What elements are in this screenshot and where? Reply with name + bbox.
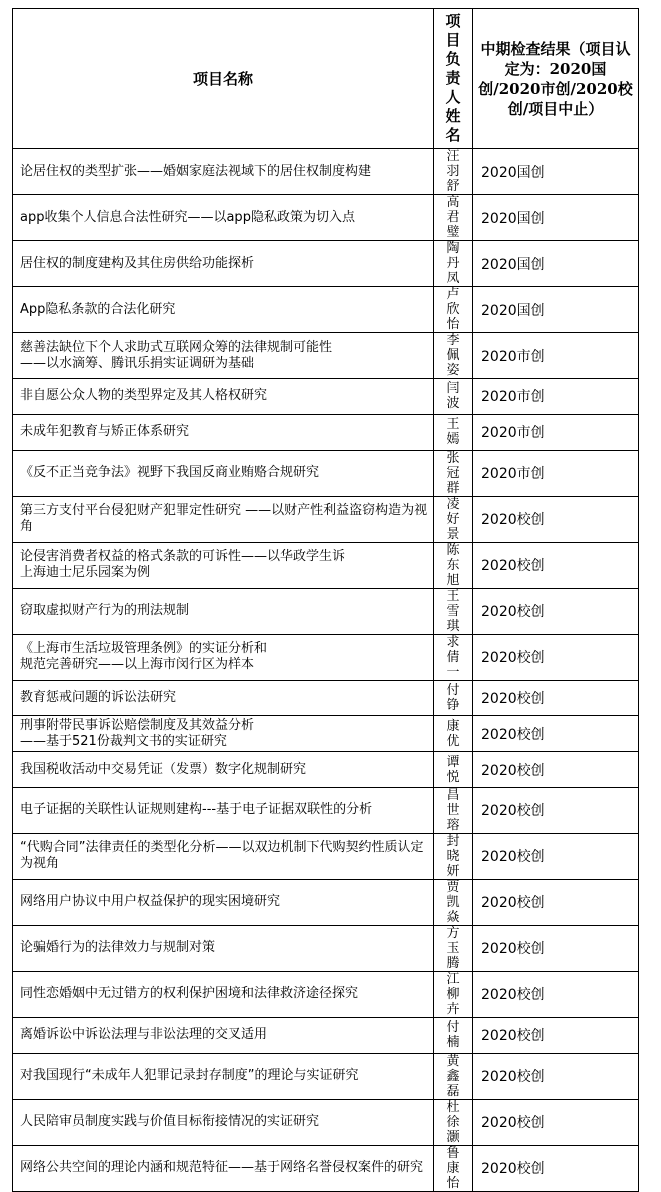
- project-name: 论侵害消费者权益的格式条款的可诉性——以华政学生诉 上海迪士尼乐园案为例: [20, 549, 346, 581]
- project-name: 《上海市生活垃圾管理条例》的实证分析和 规范完善研究——以上海市闵行区为样本: [20, 641, 268, 673]
- project-name: 电子证据的关联性认证规则建构---基于电子证据双联性的分析: [20, 802, 373, 818]
- project-leader: [434, 149, 473, 195]
- project-leader-name: 陈东旭: [446, 542, 460, 588]
- project-name-cell: [13, 879, 434, 925]
- project-name: 慈善法缺位下个人求助式互联网众筹的法律规制可能性 ——以水滴筹、腾讯乐捐实证调研为基础: [20, 339, 333, 371]
- project-leader: [434, 333, 473, 379]
- project-result: 2020校创: [473, 1053, 639, 1099]
- project-name-cell: [13, 241, 434, 287]
- project-name: 论居住权的类型扩张——婚姻家庭法视域下的居住权制度构建: [20, 163, 372, 179]
- project-name-cell: [13, 1053, 434, 1099]
- project-name-cell: [13, 333, 434, 379]
- project-result: 2020校创: [473, 542, 639, 588]
- project-name-cell: [13, 379, 434, 415]
- project-name-cell: [13, 414, 434, 450]
- project-name-cell: [13, 1099, 434, 1145]
- project-name: 论骗婚行为的法律效力与规制对策: [20, 940, 216, 956]
- project-name: 网络用户协议中用户权益保护的现实困境研究: [20, 894, 281, 910]
- project-name: 离婚诉讼中诉讼法理与非讼法理的交叉适用: [20, 1027, 268, 1043]
- project-name-cell: [13, 287, 434, 333]
- table-row: [13, 925, 639, 971]
- project-leader-name: 王嫣: [446, 417, 460, 448]
- project-result: 2020校创: [473, 833, 639, 879]
- table-row: [13, 1053, 639, 1099]
- project-name-cell: [13, 833, 434, 879]
- project-table: [12, 8, 639, 1192]
- project-leader-name: 凌好景: [446, 496, 460, 542]
- project-leader-name: 封晓妍: [446, 833, 460, 879]
- header-row: [13, 9, 639, 149]
- project-result: 2020校创: [473, 716, 639, 752]
- project-leader-name: 高君璧: [446, 195, 460, 240]
- table-row: [13, 634, 639, 680]
- project-leader: [434, 414, 473, 450]
- table-row: [13, 1145, 639, 1191]
- project-name-cell: [13, 149, 434, 195]
- project-name-cell: [13, 450, 434, 496]
- project-leader-name: 张冠群: [446, 450, 460, 496]
- project-name: 人民陪审员制度实践与价值目标衔接情况的实证研究: [20, 1114, 320, 1130]
- project-leader: [434, 634, 473, 680]
- table-row: [13, 879, 639, 925]
- project-leader-name: 江柳卉: [446, 971, 460, 1017]
- header-project-name: 项目名称: [13, 9, 434, 149]
- project-name-cell: [13, 1017, 434, 1053]
- table-row: [13, 971, 639, 1017]
- project-leader: [434, 241, 473, 287]
- project-result: 2020校创: [473, 971, 639, 1017]
- project-leader-name: 黄鑫磊: [446, 1053, 460, 1099]
- project-leader-name: 闫波: [446, 381, 460, 412]
- project-result: 2020校创: [473, 496, 639, 542]
- table-row: [13, 1017, 639, 1053]
- project-leader: [434, 787, 473, 833]
- table-row: [13, 680, 639, 716]
- project-leader: [434, 1017, 473, 1053]
- project-leader-name: 汪羽舒: [446, 149, 460, 194]
- project-name: “代购合同”法律责任的类型化分析——以双边机制下代购契约性质认定为视角: [20, 840, 424, 872]
- project-name: 非自愿公众人物的类型界定及其人格权研究: [20, 388, 268, 404]
- header-leader-text: 项目负责人姓名: [445, 12, 461, 144]
- project-name: 第三方支付平台侵犯财产犯罪定性研究 ——以财产性利益盗窃构造为视角: [20, 503, 428, 535]
- table-row: [13, 241, 639, 287]
- table-row: [13, 833, 639, 879]
- project-leader: [434, 379, 473, 415]
- project-name-cell: [13, 195, 434, 241]
- project-leader: [434, 588, 473, 634]
- project-name-cell: [13, 680, 434, 716]
- project-name: 同性恋婚姻中无过错方的权利保护困境和法律救济途径探究: [20, 986, 359, 1002]
- project-result: 2020国创: [473, 241, 639, 287]
- project-leader-name: 方玉腾: [446, 925, 460, 971]
- project-leader: [434, 287, 473, 333]
- table-row: [13, 752, 639, 788]
- project-name-cell: [13, 971, 434, 1017]
- project-name: 居住权的制度建构及其住房供给功能探析: [20, 255, 255, 271]
- project-leader-name: 鲁康怡: [446, 1145, 460, 1191]
- project-result: 2020校创: [473, 588, 639, 634]
- project-name-cell: [13, 925, 434, 971]
- header-leader: [434, 9, 473, 149]
- project-leader-name: 杜徐灏: [446, 1099, 460, 1145]
- project-leader-name: 卢欣怡: [446, 287, 460, 332]
- project-leader: [434, 1053, 473, 1099]
- table-row: [13, 379, 639, 415]
- table-row: [13, 287, 639, 333]
- project-result: 2020校创: [473, 1145, 639, 1191]
- project-name: 刑事附带民事诉讼赔偿制度及其效益分析 ——基于521份裁判文书的实证研究: [20, 717, 255, 749]
- project-result: 2020国创: [473, 195, 639, 241]
- project-name: 《反不正当竞争法》视野下我国反商业贿赂合规研究: [20, 465, 320, 481]
- project-name-cell: [13, 787, 434, 833]
- project-leader: [434, 680, 473, 716]
- project-name-cell: [13, 1145, 434, 1191]
- project-result: 2020校创: [473, 925, 639, 971]
- project-leader: [434, 1145, 473, 1191]
- table-row: [13, 542, 639, 588]
- project-leader: [434, 716, 473, 752]
- project-name: 网络公共空间的理论内涵和规范特征——基于网络名誉侵权案件的研究: [20, 1160, 424, 1176]
- project-name: 窃取虚拟财产行为的刑法规制: [20, 603, 190, 619]
- project-name: 我国税收活动中交易凭证（发票）数字化规制研究: [20, 761, 307, 777]
- project-result: 2020校创: [473, 879, 639, 925]
- project-result: 2020市创: [473, 379, 639, 415]
- project-leader-name: 王雪琪: [446, 588, 460, 634]
- project-name: 教育惩戒问题的诉讼法研究: [20, 689, 177, 705]
- table-row: [13, 1099, 639, 1145]
- table-body: [13, 149, 639, 1192]
- project-leader-name: 陶丹凤: [446, 241, 460, 286]
- project-result: 2020校创: [473, 1099, 639, 1145]
- project-leader: [434, 496, 473, 542]
- table-row: [13, 588, 639, 634]
- project-leader-name: 昌世瑢: [446, 787, 460, 833]
- table-row: [13, 195, 639, 241]
- project-leader: [434, 195, 473, 241]
- project-name-cell: [13, 496, 434, 542]
- table-row: [13, 149, 639, 195]
- project-result: 2020市创: [473, 414, 639, 450]
- header-result: [473, 9, 639, 149]
- project-leader: [434, 752, 473, 788]
- project-result: 2020校创: [473, 634, 639, 680]
- table-row: [13, 716, 639, 752]
- project-name-cell: [13, 588, 434, 634]
- project-leader-name: 贾凯焱: [446, 879, 460, 925]
- project-leader: [434, 925, 473, 971]
- project-leader: [434, 971, 473, 1017]
- project-result: 2020校创: [473, 787, 639, 833]
- project-leader-name: 康优: [446, 718, 460, 749]
- project-name-cell: [13, 634, 434, 680]
- project-result: 2020校创: [473, 680, 639, 716]
- project-leader: [434, 450, 473, 496]
- project-leader: [434, 1099, 473, 1145]
- project-leader-name: 李佩姿: [446, 333, 460, 378]
- header-result-text: 中期检查结果（项目认定为：2020国创/2020市创/2020校创/项目中止）: [478, 39, 633, 118]
- project-result: 2020国创: [473, 287, 639, 333]
- project-result: 2020国创: [473, 149, 639, 195]
- project-leader: [434, 879, 473, 925]
- project-name-cell: [13, 752, 434, 788]
- project-name: 对我国现行“未成年人犯罪记录封存制度”的理论与实证研究: [20, 1068, 359, 1084]
- project-leader-name: 求倩一: [446, 634, 460, 680]
- project-result: 2020校创: [473, 1017, 639, 1053]
- project-result: 2020市创: [473, 333, 639, 379]
- project-leader: [434, 833, 473, 879]
- project-leader-name: 谭悦: [446, 754, 460, 785]
- project-name: app收集个人信息合法性研究——以app隐私政策为切入点: [20, 209, 355, 225]
- project-leader: [434, 542, 473, 588]
- project-result: 2020校创: [473, 752, 639, 788]
- project-leader-name: 付楠: [446, 1020, 460, 1051]
- project-name-cell: [13, 542, 434, 588]
- project-result: 2020市创: [473, 450, 639, 496]
- table-row: [13, 496, 639, 542]
- table-row: [13, 450, 639, 496]
- project-leader-name: 付铮: [446, 682, 460, 713]
- project-name: 未成年犯教育与矫正体系研究: [20, 424, 190, 440]
- table-row: [13, 787, 639, 833]
- table-row: [13, 414, 639, 450]
- table-row: [13, 333, 639, 379]
- project-name: App隐私条款的合法化研究: [20, 301, 176, 317]
- project-name-cell: [13, 716, 434, 752]
